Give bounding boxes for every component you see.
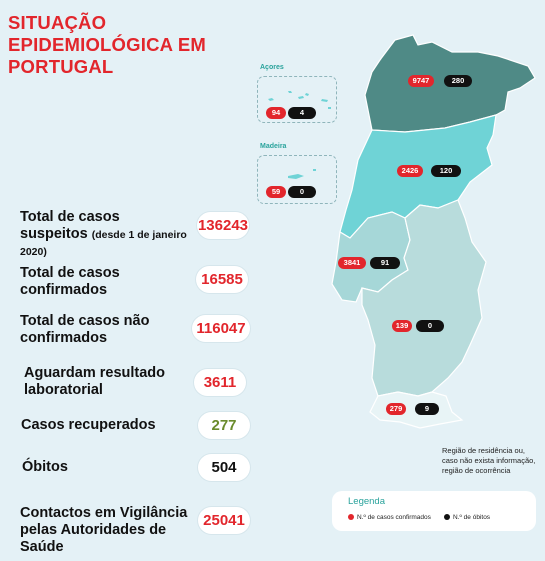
stat-not-confirmed-line-2: confirmados: [20, 330, 108, 346]
stat-suspected-label: [20, 209, 187, 261]
black-dot-icon: [444, 514, 450, 520]
norte-deaths-badge: 280: [444, 75, 472, 87]
title-line-2: EPIDEMIOLÓGICA EM: [8, 34, 207, 55]
stat-not-confirmed-value: 116047: [192, 315, 250, 342]
red-dot-icon: [348, 514, 354, 520]
stat-contacts-line-1: Contactos em Vigilância: [20, 505, 188, 521]
stat-suspected-value: 136243: [197, 212, 249, 239]
alentejo-cases-badge: 139: [392, 320, 412, 332]
stat-suspected-line-2: suspeitos: [20, 226, 88, 242]
centro-deaths-badge: 120: [431, 165, 461, 177]
legend-deaths-label: N.º de óbitos: [453, 514, 491, 521]
algarve-cases-badge: 279: [386, 403, 406, 415]
region-note: Região de residência ou, caso não exista informação, região de ocorrência: [442, 446, 536, 475]
stat-deaths-line-1: Óbitos: [22, 459, 68, 475]
norte-cases-badge: 9747: [408, 75, 434, 87]
azores-deaths-badge: 4: [288, 107, 316, 119]
lisboa-deaths-badge: 91: [370, 257, 400, 269]
algarve-deaths-badge: 9: [415, 403, 439, 415]
stat-pending-line-1: Aguardam resultado: [24, 365, 165, 381]
legend: [332, 491, 536, 531]
stat-confirmed-label: [20, 265, 120, 299]
azores-label: Açores: [260, 64, 284, 71]
stat-contacts-value: 25041: [198, 507, 250, 534]
stat-recovered-label: [21, 417, 156, 434]
lisboa-cases-badge: 3841: [338, 257, 366, 269]
stat-suspected-note-2: 2020): [20, 246, 47, 258]
azores-cases-badge: 94: [266, 107, 286, 119]
stat-contacts-line-2: pelas Autoridades de: [20, 522, 167, 538]
stat-confirmed-line-2: confirmados: [20, 282, 108, 298]
stat-contacts-label: [20, 505, 187, 556]
stat-deaths-value: 504: [198, 454, 250, 481]
madeira-label: Madeira: [260, 143, 287, 150]
legend-title: Legenda: [348, 496, 385, 507]
madeira-cases-badge: 59: [266, 186, 286, 198]
title-line-1: SITUAÇÃO: [8, 12, 107, 33]
stat-not-confirmed-line-1: Total de casos não: [20, 313, 150, 329]
stat-confirmed-value: 16585: [196, 266, 248, 293]
alentejo-deaths-badge: 0: [416, 320, 444, 332]
stat-contacts-line-3: Saúde: [20, 539, 64, 555]
stat-suspected-line-1: Total de casos: [20, 209, 120, 225]
legend-deaths: [444, 514, 490, 521]
title-line-3: PORTUGAL: [8, 56, 114, 77]
stat-not-confirmed-label: [20, 313, 149, 347]
stat-recovered-value: 277: [198, 412, 250, 439]
stat-deaths-label: [22, 459, 68, 476]
stat-pending-line-2: laboratorial: [24, 382, 103, 398]
legend-cases: [348, 514, 431, 521]
legend-cases-label: N.º de casos confirmados: [357, 514, 431, 521]
madeira-deaths-badge: 0: [288, 186, 316, 198]
stat-pending-value: 3611: [194, 369, 246, 396]
stat-confirmed-line-1: Total de casos: [20, 265, 120, 281]
stat-pending-label: [24, 365, 165, 399]
stat-suspected-note: (desde 1 de janeiro: [91, 229, 187, 241]
stat-recovered-line-1: Casos recuperados: [21, 417, 156, 433]
centro-cases-badge: 2426: [397, 165, 423, 177]
